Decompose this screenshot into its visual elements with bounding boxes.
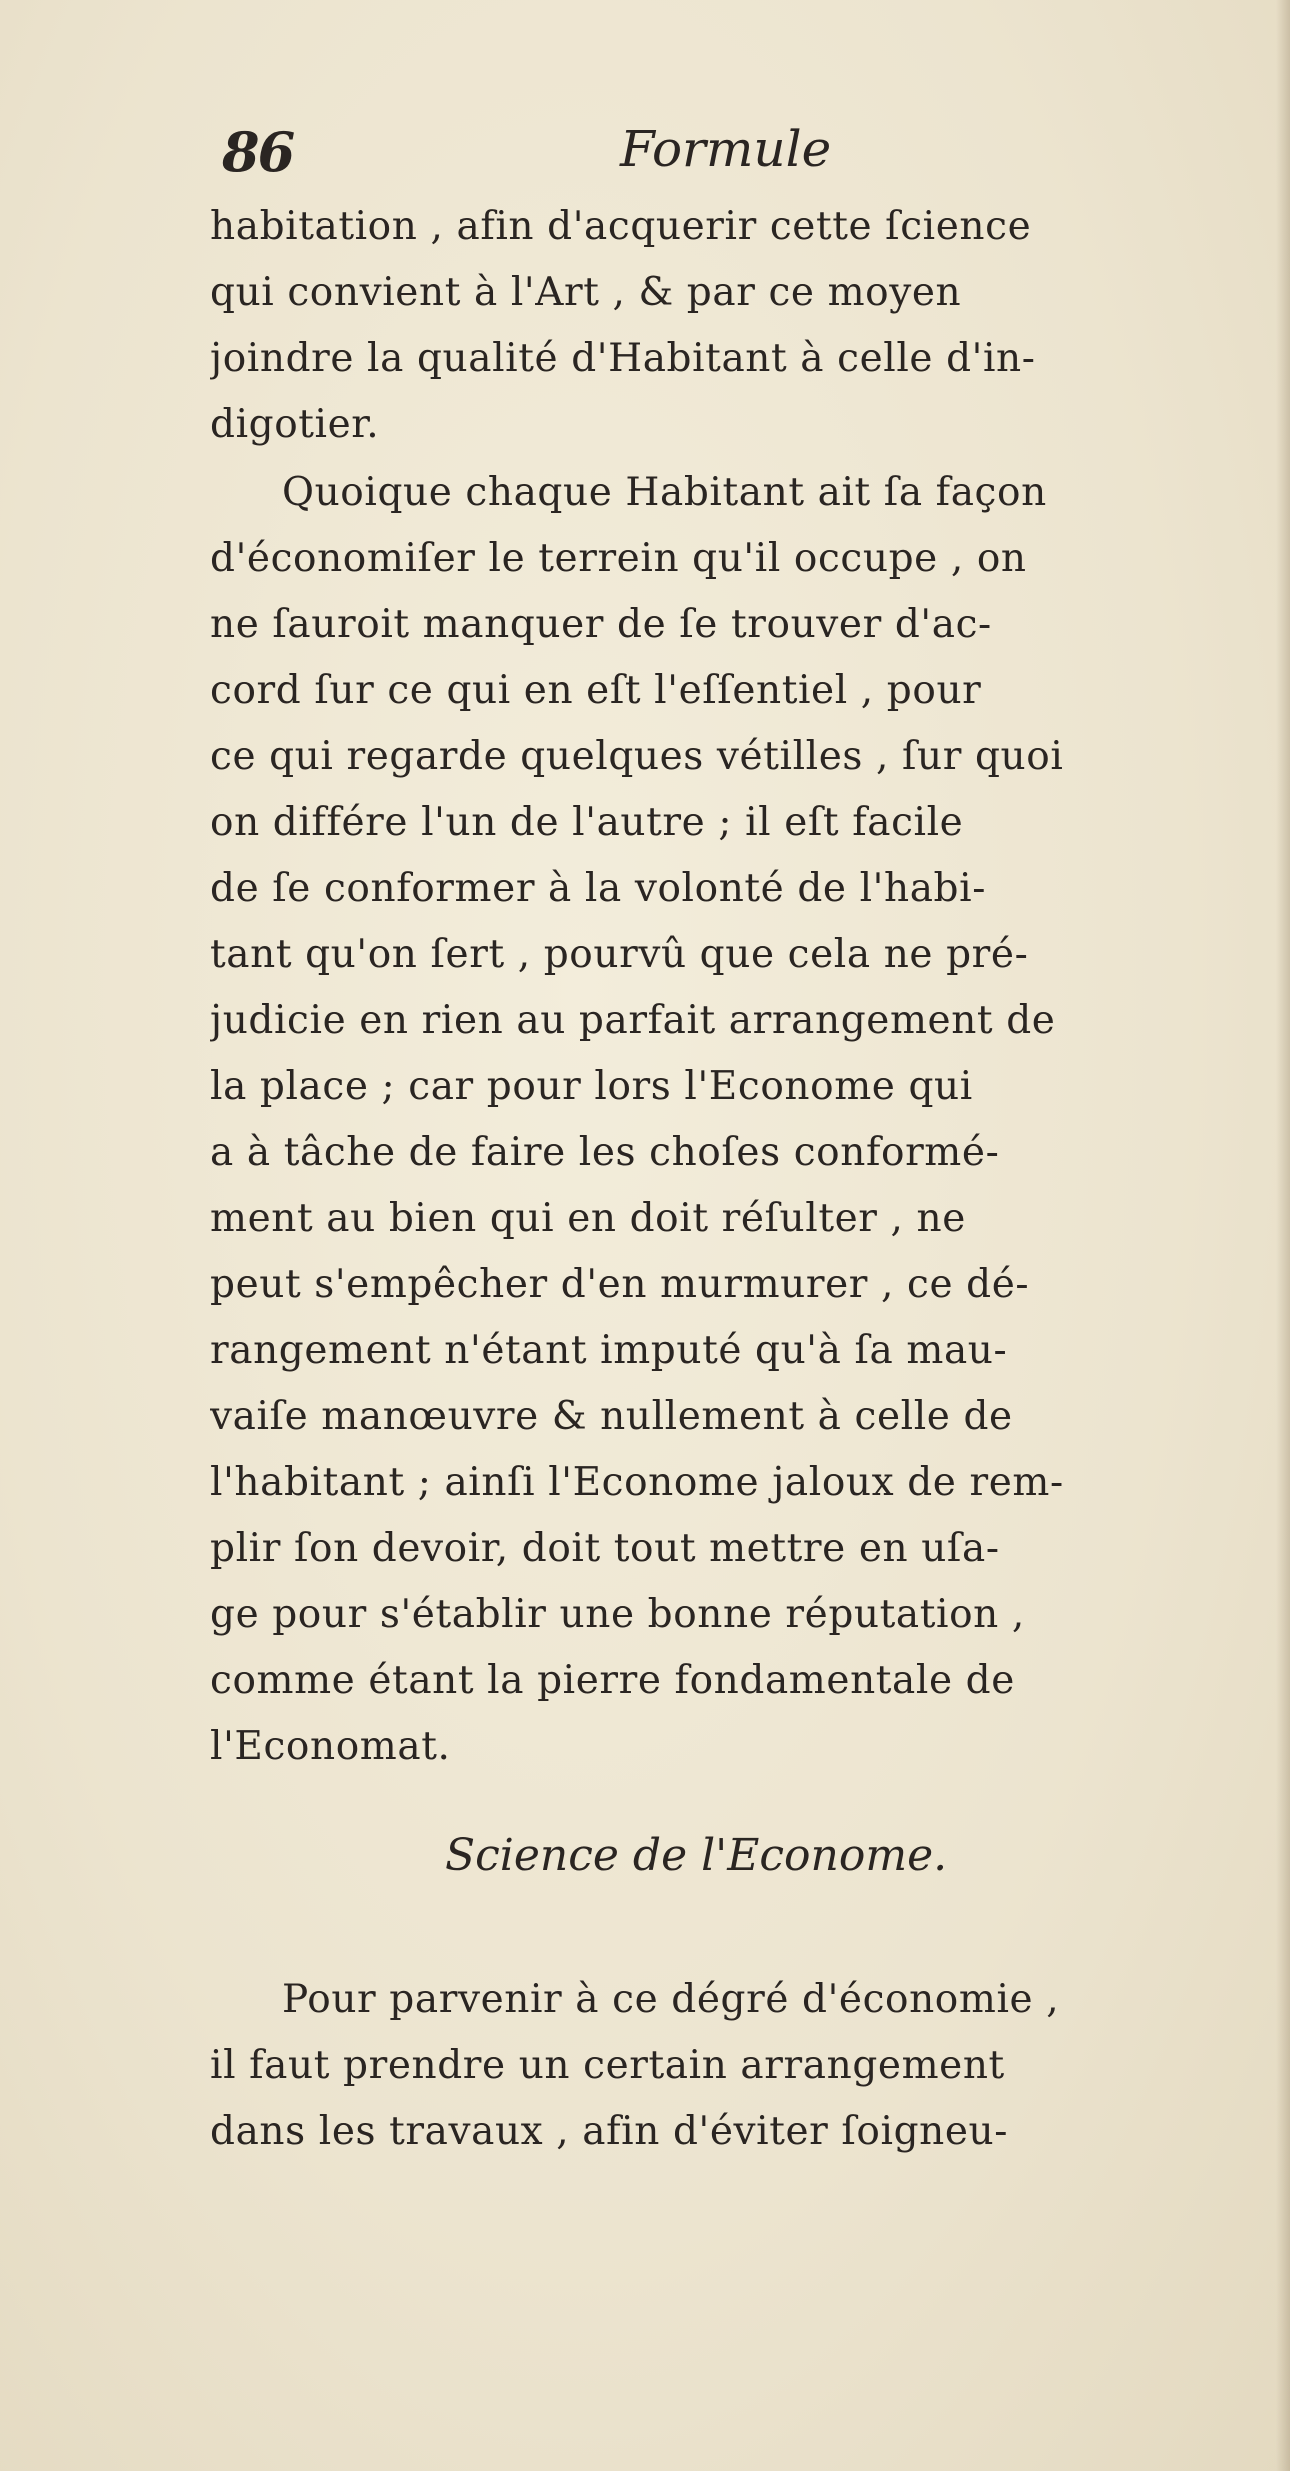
text-line: ment au bien qui en doit réſulter , ne xyxy=(210,1196,966,1241)
section-title: Science de l'Econome. xyxy=(445,1830,948,1881)
page-number: 86 xyxy=(222,120,294,184)
text-line: il faut prendre un certain arrangement xyxy=(210,2043,1005,2088)
text-line: Quoique chaque Habitant ait ſa façon xyxy=(282,470,1047,515)
text-line: tant qu'on ſert , pourvû que cela ne pré- xyxy=(210,932,1029,977)
text-line: judicie en rien au parfait arrangement de xyxy=(210,998,1056,1043)
text-line: la place ; car pour lors l'Econome qui xyxy=(210,1064,973,1109)
text-line: d'économiſer le terrein qu'il occupe , on xyxy=(210,536,1027,581)
text-line: ne ſauroit manquer de ſe trouver d'ac- xyxy=(210,602,992,647)
text-line: l'habitant ; ainſi l'Econome jaloux de rem- xyxy=(210,1460,1064,1505)
text-line: ce qui regarde quelques vétilles , ſur quoi xyxy=(210,734,1064,779)
text-line: peut s'empêcher d'en murmurer , ce dé- xyxy=(210,1262,1030,1307)
text-line: a à tâche de faire les choſes conformé- xyxy=(210,1130,1000,1175)
text-line: de ſe conformer à la volonté de l'habi- xyxy=(210,866,986,911)
text-line: vaiſe manœuvre & nullement à celle de xyxy=(210,1394,1013,1439)
text-line: on différe l'un de l'autre ; il eſt facile xyxy=(210,800,964,845)
text-line: cord ſur ce qui en eſt l'eſſentiel , pour xyxy=(210,668,982,713)
page-header xyxy=(222,120,1122,190)
text-line: dans les travaux , afin d'éviter ſoigneu- xyxy=(210,2109,1009,2154)
text-line: comme étant la pierre fondamentale de xyxy=(210,1658,1015,1703)
text-line: qui convient à l'Art , & par ce moyen xyxy=(210,270,962,315)
text-line: plir ſon devoir, doit tout mettre en uſa- xyxy=(210,1526,1000,1571)
text-line: digotier. xyxy=(210,402,380,447)
text-line: joindre la qualité d'Habitant à celle d'in- xyxy=(210,336,1036,381)
text-line: rangement n'étant imputé qu'à ſa mau- xyxy=(210,1328,1008,1373)
text-line: Pour parvenir à ce dégré d'économie , xyxy=(282,1977,1060,2022)
text-line: l'Economat. xyxy=(210,1724,451,1769)
running-head: Formule xyxy=(620,120,832,178)
text-line: ge pour s'établir une bonne réputation , xyxy=(210,1592,1025,1637)
text-line: habitation , afin d'acquerir cette ſcience xyxy=(210,204,1032,249)
